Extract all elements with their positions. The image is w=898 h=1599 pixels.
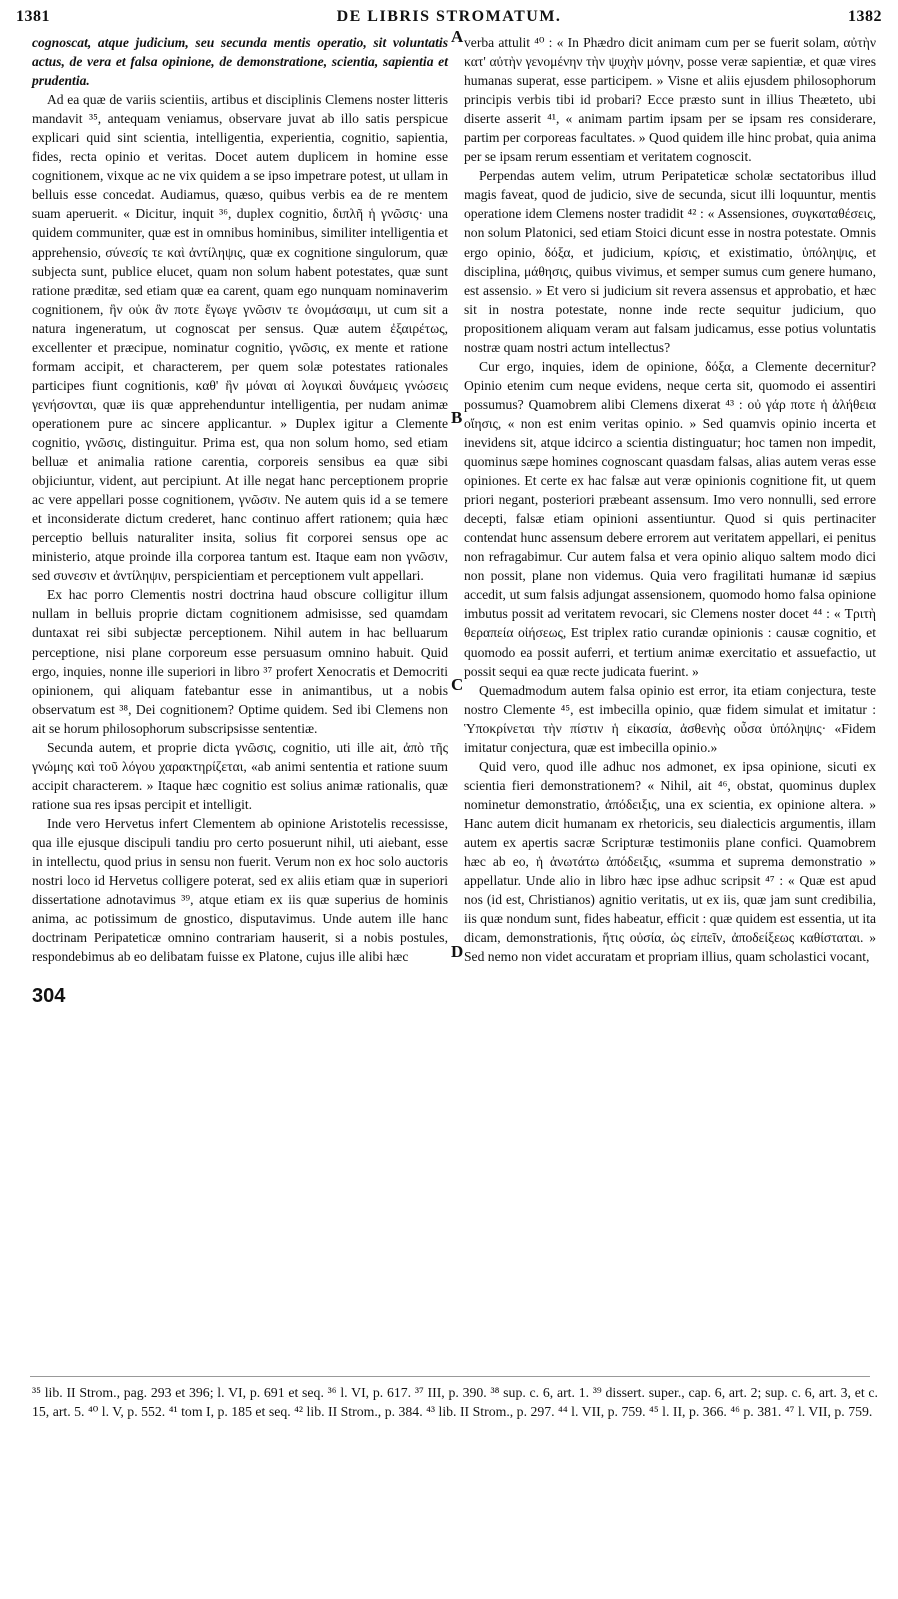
footnote-rule xyxy=(30,1376,870,1377)
margin-letter-a: A xyxy=(451,27,464,46)
footnote-text: ³⁵ lib. II Strom., pag. 293 et 396; l. VI, p. 691 et seq. ³⁶ l. VI, p. 617. ³⁷ III, p. 390. ³⁸ sup. c. 6, art. 1. ³⁹ dissert. super., cap. 6, art. 2; sup. c. 6, art. 3, et c. 15, art. 5. ⁴⁰ l. V, p. 552. ⁴¹ tom I, p. 185 et seq. ⁴² lib. II Strom., p. 384. ⁴³ lib. II Strom., p. 297. ⁴⁴ l. VII, p. 759. ⁴⁵ l. II, p. 366. ⁴⁶ p. 381. ⁴⁷ l. VII, p. 759. xyxy=(32,1385,878,1419)
paragraph: Ad ea quæ de variis scientiis, artibus et disciplinis Clemens noster litteris mandavit ³⁵, antequam veniamus, observare juvat ab illo satis perspicue explicari quid sint scientia, intelligentia, experientia, cognitio, sapientia, fides, recta opinio et veritas. Docet autem duplicem in homine esse cognitionem, vixque ac ne vix quidem a se ipso impetrare potest, ut ullam in belluis esse concedat. Audiamus, quæso, quibus verbis ea de re mentem suam aperuerit. « Dicitur, inquit ³⁶, duplex cognitio, διπλῆ ἡ γνῶσις· una quidem communiter, quæ est in omnibus hominibus, similiter intelligentia et apprehensio, σύνεσίς τε καὶ ἀντίληψις, quæ ex cognitione singulorum, quæ subjecta sunt, publice elucet, quam non solum habent potestates, quæ sunt ratione præditæ, sed etiam quæ ea carent, quam ego nunquam nominaverim cognitionem, ἣν οὐκ ἂν ποτε ἔγωγε γνῶσιν τε ὀνομάσαιμι, ut cum sit a natura ingeneratum, ut cognoscat per sensus. Quæ autem ἐξαιρέτως, excellenter et præcipue, nominatur cognitio, γνῶσις, ex mente et ratione formam accipit, et characterem, per quem solæ potestates rationales participes fiunt cognitionis, καθ' ἣν μόναι αἱ λογικαὶ δυνάμεις γνώσεις γενήσονται, quæ iis quæ apprehenduntur intelligentia, per nudam animæ operationem pure ac sincere applicantur. » Duplex igitur a Clemente cognitio, γνῶσις, distinguitur. Prima est, qua non solum homo, sed etiam belluæ et animalia ratione carentia, corporeis sensibus ea quæ sibi objiciuntur, vident, aut percipiunt. At ille negat hanc perceptionem proprie ac vere appellari posse cognitionem, γνῶσιν. Ne autem quis id a se temere et inconsiderate dictum crederet, hanc continuo affert rationem; quia hæc perceptio belluis naturaliter insita, solius fit corporei sensus ope ac ministerio, atque proinde illa corporea tantum est. Itaque eam non γνῶσιν, sed συνεσιν et ἀντίληψιν, perspicientiam et perceptionem vult appellari. xyxy=(32,92,448,584)
paragraph: Inde vero Hervetus infert Clementem ab opinione Aristotelis recessisse, qua ille ejusque discipuli tandiu pro certo posuerunt nihil, uti aiebant, esse in intellectu, quod prius in sensu non fuerit. Verum non ex hoc solo auctoris nostri loco id Hervetus colligere poterat, sed ex aliis etiam quæ in superiori dissertatione adnotavimus ³⁹, atque etiam ex iis quæ superius de hominis anima, ac potissimum de gnostico, disputavimus. Unde autem ille hanc doctrinam Peripateticæ omnino contrariam hauserit, si a nobis postules, respondebimus ab eo delibatam fuisse ex Platone, cujus ille alibi hæc xyxy=(32,815,448,965)
page-number: 304 xyxy=(32,985,66,1007)
running-title: DE LIBRIS STROMATUM. xyxy=(336,8,562,25)
running-header xyxy=(16,8,882,30)
margin-letter-c: C xyxy=(451,675,464,694)
left-column-number: 1381 xyxy=(16,8,50,25)
margin-letter-b: B xyxy=(451,408,463,427)
paragraph: Secunda autem, et proprie dicta γνῶσις, cognitio, uti ille ait, ἀπὸ τῆς γνώμης καὶ τοῦ λόγου χαρακτηρίζεται, «ab animi sententia et ratione suum accipit characterem. » Itaque hæc cognitio est solius animæ rationalis, quæ ratione sua res ipsas percipit et intelligit. xyxy=(32,739,448,812)
paragraph: Quemadmodum autem falsa opinio est error, ita etiam conjectura, teste nostro Clemente ⁴⁵, est imbecilla opinio, quæ fidem simulat et imitatur : Ὑποκρίνεται τὴν πίστιν ἡ εἰκασία, ἀσθενὴς οὖσα ὑπόληψις· «Fidem imitatur conjectura, quæ est imbecilla opinio.» xyxy=(464,682,876,755)
paragraph: Cur ergo, inquies, idem de opinione, δόξα, a Clemente decernitur? Opinio etenim cum neque evidens, neque certa sit, quomodo ei assentiri possumus? Quamobrem alibi Clemens dixerat ⁴³ : οὐ γάρ ποτε ἡ ἀλήθεια οἴησις, « non est enim veritas opinio. » Sed quamvis opinio incerta et inevidens sit, atque idcirco a scientia distinguatur; hoc tamen non impedit, quominus sæpe homines cognoscant quasdam falsas, alias autem veras esse opiniones. Et certe ex hac falsæ aut veræ opinionis cognitione fit, ut quem priori negant, posteriori præbeant assensum. Imo vero nonnulli, sed errore decepti, falsæ etiam opinioni assentiuntur. Quod si quis pertinaciter contendat hunc assensum debere errorem aut veritatem appellari, ei penitus non refragabimur. Cur autem falsa et vera opinio aliquo saltem modo dici non possit, plane non videmus. Quia vero fragilitati humanæ id sæpius accedit, ut sum falsis adjungat assensionem, quomodo homo falsa opinione imbutus possit ad veritatem revocari, sic Clemens noster docet ⁴⁴ : « Τριτὴ θεραπεία οἰήσεως, Est triplex ratio curandæ opinionis : causæ cognitio, et quomodo ea possit auferri, et tertium animæ exercitatio et assuefactio, ut possit sequi ea quæ recte judicata fuerint. » xyxy=(464,358,876,679)
right-column xyxy=(464,33,876,966)
chapter-summary: cognoscat, atque judicium, seu secunda mentis operatio, sit voluntatis actus, de vera et falsa opinione, de demonstratione, scientia, sapientia et prudentia. xyxy=(32,35,448,89)
right-column-number: 1382 xyxy=(848,8,882,25)
paragraph: Perpendas autem velim, utrum Peripateticæ scholæ sectatoribus illud magis faveat, quod de judicio, sive de secunda, sicut illi loquuntur, mentis operatione idem Clemens noster tradidit ⁴² : « Assensiones, συγκαταθέσεις, non solum Platonici, sed etiam Stoici dicunt esse in nostra potestate. Omnis ergo opinio, δόξα, et judicium, κρίσις, et existimatio, ὑπόληψις, et disciplina, μάθησις, quibus vivimus, et semper sumus cum genere humano, est assensio. » Et vero si judicium sit revera assensus et approbatio, et hæc sit in nostra potestate, nonne inde recte sequitur judicium, quo propositionem aliquam veram aut falsam judicamus, esse potius voluntatis nostræ quam nostri actum intellectus? xyxy=(464,168,876,355)
footnotes xyxy=(32,1383,878,1421)
paragraph: Quid vero, quod ille adhuc nos admonet, ex ipsa opinione, sicuti ex scientia fieri demonstrationem? « Nihil, ait ⁴⁶, obstat, quominus duplex nominetur demonstratio, ἀπόδειξις, una ex scientia, ex opinione altera. » Hanc autem dicit humanam ex rhetoricis, seu dialecticis argumentis, illam autem ex apertis sacræ Scripturæ testimoniis plane confici. Quamobrem hæc ab eo, ἡ ἀνωτάτω ἀπόδειξις, «summa et suprema demonstratio » appellatur. Unde alio in libro hæc ipse adhuc scripsit ⁴⁷ : « Quæ est apud nos (id est, Christianos) agnitio veritatis, ut ex iis, quæ jam sunt credibilia, iis quæ nondum sunt, fides habeatur, efficit : quæ quidem est essentia, ut ita dicam, demonstrationis, ἥτις οὐσία, ὡς εἰπεῖν, ἀποδείξεως καθίσταται. » Sed nemo non videt accuratam et propriam illius, quam scholastici vocant, xyxy=(464,758,876,965)
left-column xyxy=(32,33,448,966)
margin-letter-d: D xyxy=(451,942,464,961)
paragraph: Ex hac porro Clementis nostri doctrina haud obscure colligitur illum nullam in belluis proprie dictam cognitionem admisisse, sed quamdam duntaxat rei sibi subjectæ perceptionem. Nihil autem in hac belluarum perceptione, nisi plane corporeum esse persuasum omnino habuit. Quid ergo, inquies, nonne ille superiori in libro ³⁷ profert Xenocratis et Democriti opinionem, qui aliquam fatebantur esse in animantibus, ut a nobis observatum est ³⁸, Dei cognitionem? Optime quidem. Sed ibi Clemens non ait se horum philosophorum subscripsisse sententiæ. xyxy=(32,587,448,736)
paragraph: verba attulit ⁴⁰ : « In Phædro dicit animam cum per se fuerit solam, αὐτὴν κατ' αὐτὴν γενομένην τὴν ψυχὴν μόνην, posse veræ sapientiæ, et quæ vires humanas superat, esse participem. » Visne et aliis ejusdem philosophorum principis verbis tibi id probari? Ecce præsto sunt in illius Theæteto, ubi diserte asserit ⁴¹, « animam partim ipsam per se ipsam res considerare, partim per corporeas facultates. » Quod quidem ille hinc probat, quia anima per se ipsam rerum essentiam et veritatem cognoscit. xyxy=(464,35,876,165)
